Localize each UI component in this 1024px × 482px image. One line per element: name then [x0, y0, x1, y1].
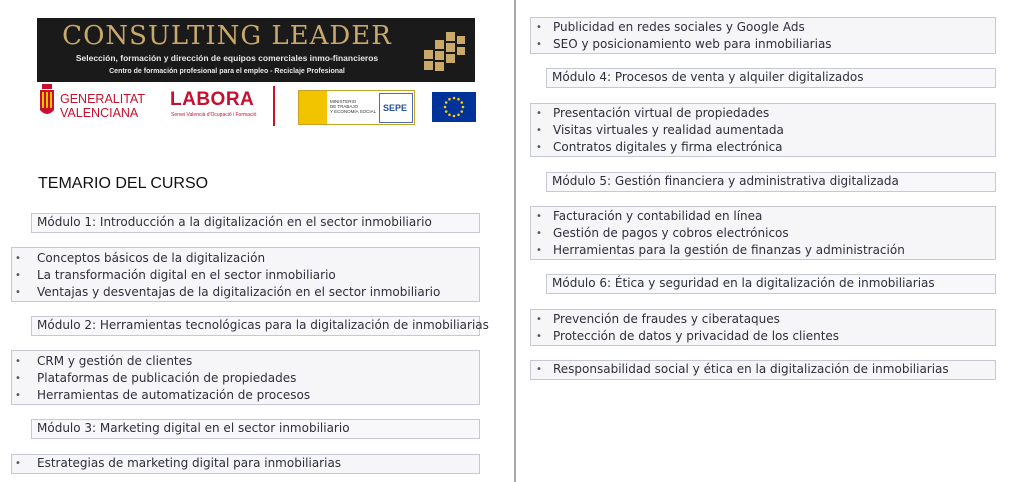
- module-3-list-continued: [530, 17, 996, 54]
- logo-subtitle: Selección, formación y dirección de equipos comerciales inmo-financieros: [75, 53, 379, 63]
- module-2-heading: [31, 316, 489, 336]
- sepe-label: SEPE: [383, 103, 408, 113]
- module-1-heading: [31, 213, 480, 233]
- list-item: Gestión de pagos y cobros electrónicos: [553, 226, 789, 240]
- list-item: Presentación virtual de propiedades: [553, 106, 770, 120]
- list-item: Prevención de fraudes y ciberataques: [553, 312, 780, 326]
- course-heading: TEMARIO DEL CURSO: [38, 175, 209, 192]
- module-1-list: [11, 247, 480, 302]
- module-4-list: [530, 103, 996, 157]
- bullet-icon: •: [536, 364, 542, 375]
- generalitat-valenciana-logo: [38, 84, 156, 124]
- list-item: Responsabilidad social y ética en la digitalización de inmobiliarias: [553, 362, 949, 376]
- ministerio-sepe-logo: [298, 90, 415, 125]
- bullet-icon: •: [536, 211, 542, 222]
- list-item: Conceptos básicos de la digitalización: [37, 251, 266, 265]
- list-item: Plataformas de publicación de propiedades: [37, 371, 297, 385]
- list-item: Visitas virtuales y realidad aumentada: [553, 123, 784, 137]
- module-title: Módulo 4: Procesos de venta y alquiler digitalizados: [552, 70, 864, 84]
- module-3-heading: [31, 419, 480, 439]
- logo-title: CONSULTING LEADER: [62, 21, 392, 51]
- page-divider: [514, 0, 516, 482]
- generalitat-line-2: VALENCIANA: [60, 106, 139, 120]
- bullet-icon: •: [15, 458, 21, 469]
- list-item: Herramientas para la gestión de finanzas y administración: [553, 243, 905, 257]
- bullet-icon: •: [15, 253, 21, 264]
- bullet-icon: •: [536, 228, 542, 239]
- bullet-icon: •: [536, 314, 542, 325]
- bullet-icon: •: [15, 356, 21, 367]
- building-blocks-icon: [422, 28, 466, 72]
- module-title: Módulo 1: Introducción a la digitalización en el sector inmobiliario: [37, 215, 432, 229]
- bullet-icon: •: [536, 108, 542, 119]
- list-item: Publicidad en redes sociales y Google Ads: [553, 20, 805, 34]
- bullet-icon: •: [536, 331, 542, 342]
- bullet-icon: •: [536, 125, 542, 136]
- list-item: Contratos digitales y firma electrónica: [553, 140, 783, 154]
- bullet-icon: •: [15, 287, 21, 298]
- module-6-list: [530, 309, 996, 346]
- eu-flag-logo: [432, 92, 476, 122]
- module-2-list: [11, 350, 480, 405]
- module-title: Módulo 3: Marketing digital en el sector inmobiliario: [37, 421, 350, 435]
- bullet-icon: •: [15, 390, 21, 401]
- labora-title: LABORA: [170, 89, 255, 110]
- list-item: Estrategias de marketing digital para inmobiliarias: [37, 456, 342, 470]
- bullet-icon: •: [536, 22, 542, 33]
- module-4-heading: [546, 68, 996, 88]
- logo-tagline: Centro de formación profesional para el empleo - Reciclaje Profesional: [109, 68, 345, 75]
- bullet-icon: •: [15, 373, 21, 384]
- list-item: Facturación y contabilidad en línea: [553, 209, 763, 223]
- bullet-icon: •: [536, 245, 542, 256]
- coat-of-arms-icon: [38, 84, 56, 124]
- module-6-heading: [546, 274, 996, 294]
- bullet-icon: •: [536, 39, 542, 50]
- module-title: Módulo 6: Ética y seguridad en la digitalización de inmobiliarias: [552, 276, 935, 290]
- list-item: La transformación digital en el sector inmobiliario: [37, 268, 336, 282]
- list-item: Protección de datos y privacidad de los clientes: [553, 329, 840, 343]
- labora-subtitle: Servei Valencià d'Ocupació i Formació: [171, 112, 257, 118]
- list-item: CRM y gestión de clientes: [37, 354, 193, 368]
- labora-divider: [273, 86, 275, 126]
- ministerio-label: MINISTERIO DE TRABAJO Y ECONOMÍA SOCIAL: [330, 99, 377, 114]
- list-item: Herramientas de automatización de procesos: [37, 388, 311, 402]
- labora-logo: [168, 84, 278, 126]
- spain-shield-icon: [299, 91, 327, 124]
- module-5-list: [530, 206, 996, 260]
- eu-stars-icon: [432, 92, 476, 122]
- list-item: Ventajas y desventajas de la digitalización en el sector inmobiliario: [37, 285, 441, 299]
- list-item: SEO y posicionamiento web para inmobiliarias: [553, 37, 832, 51]
- module-5-heading: [546, 172, 996, 192]
- bullet-icon: •: [536, 142, 542, 153]
- module-title: Módulo 5: Gestión financiera y administrativa digitalizada: [552, 174, 899, 188]
- module-6-final-list: [530, 360, 996, 380]
- module-title: Módulo 2: Herramientas tecnológicas para la digitalización de inmobiliarias: [37, 318, 489, 332]
- consulting-leader-logo: [37, 18, 475, 82]
- module-3-list: [11, 454, 480, 474]
- generalitat-line-1: GENERALITAT: [60, 92, 145, 106]
- bullet-icon: •: [15, 270, 21, 281]
